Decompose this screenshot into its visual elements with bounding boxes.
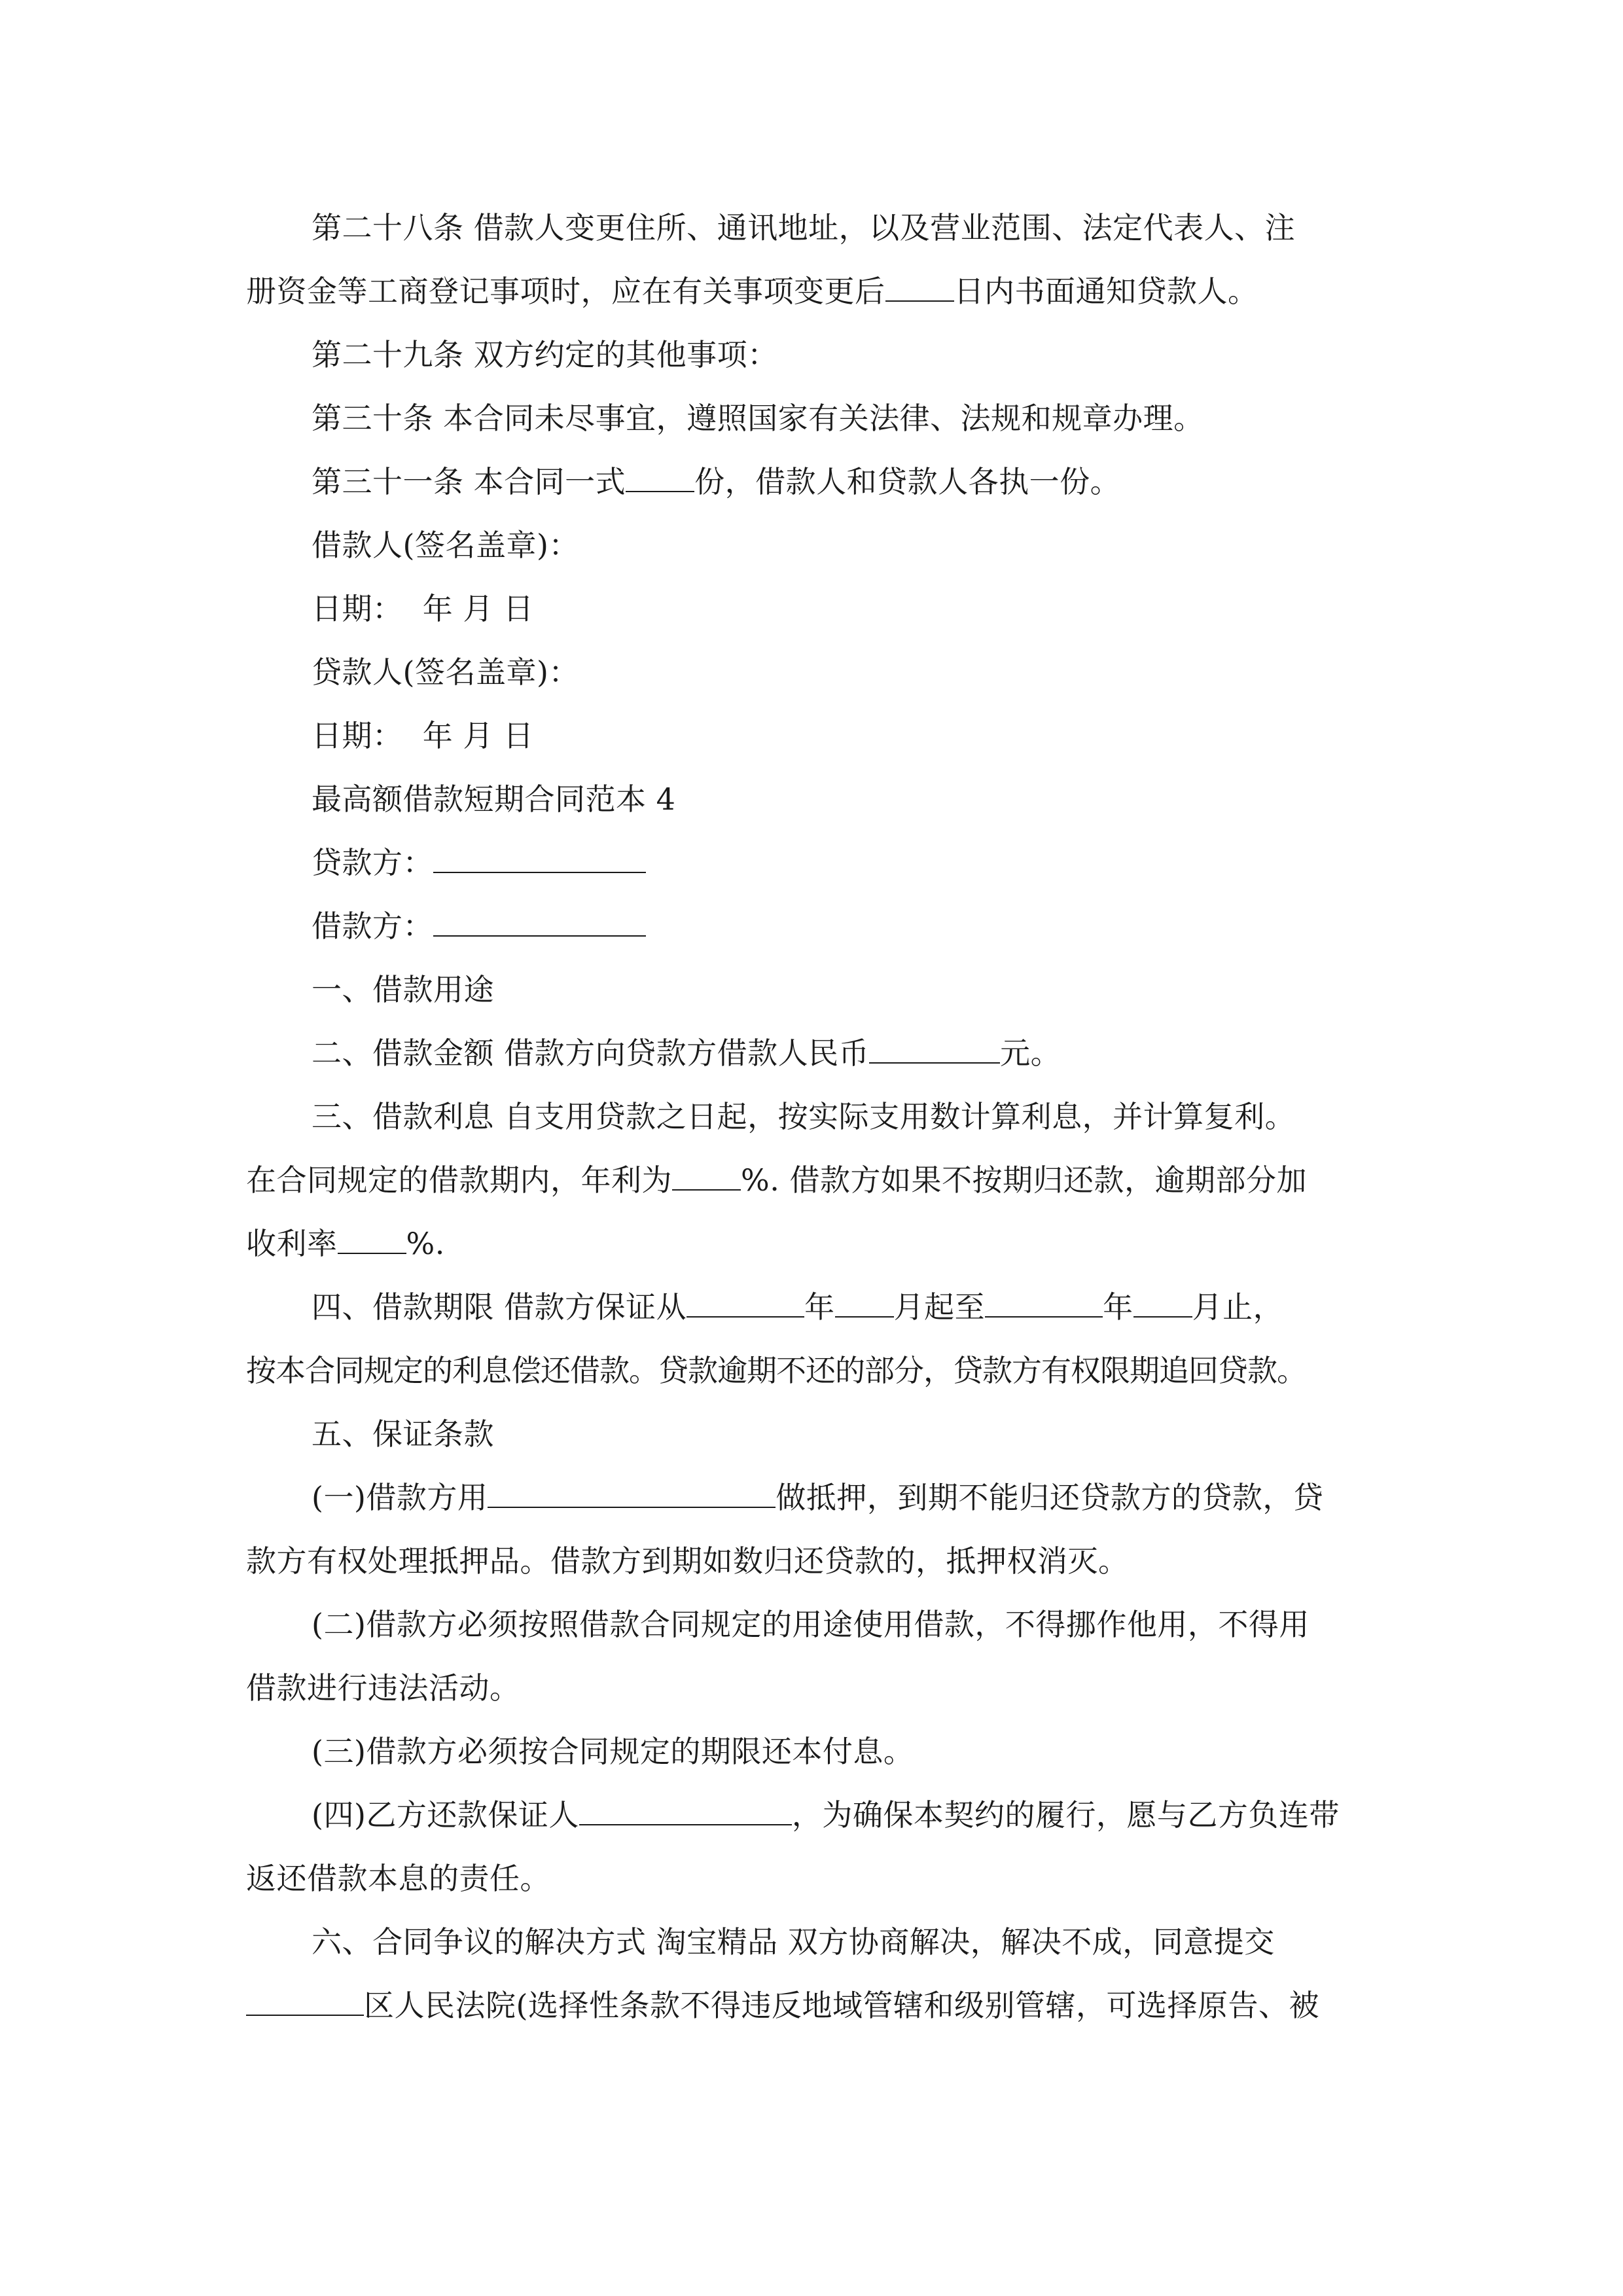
text: 区人民法院(选择性条款不得违反地域管辖和级别管辖，可选择原告、被 (364, 1988, 1319, 2023)
text: %. 借款方如果不按期归还款，逾期部分加 (741, 1162, 1307, 1198)
blank-copies (626, 462, 694, 492)
clause-5-4-line-1 (246, 1784, 1380, 1847)
text: 三、借款利息 自支用贷款之日起，按实际支用数计算利息，并计算复利。 (312, 1099, 1296, 1134)
clause-3-line-1 (246, 1085, 1380, 1149)
text: 在合同规定的借款期内，年利为 (246, 1162, 672, 1198)
text: 第三十一条 本合同一式 (312, 464, 626, 499)
text: 最高额借款短期合同范本 4 (312, 781, 676, 817)
text: (三)借款方必须按合同规定的期限还本付息。 (312, 1734, 914, 1769)
blank-start-month (835, 1287, 894, 1318)
text: 元。 (1000, 1035, 1061, 1071)
blank-days (885, 272, 954, 302)
blank-start-year (687, 1287, 804, 1318)
text: 二、借款金额 借款方向贷款方借款人民币 (312, 1035, 870, 1071)
text: 返还借款本息的责任。 (246, 1861, 550, 1896)
clause-5-2-line-2 (246, 1657, 1380, 1720)
clause-3-line-3 (246, 1212, 1380, 1276)
blank-end-year (985, 1287, 1103, 1318)
text: 第三十条 本合同未尽事宜，遵照国家有关法律、法规和规章办理。 (312, 401, 1204, 436)
article-28-line-1 (246, 196, 1380, 260)
text: 六、合同争议的解决方式 淘宝精品 双方协商解决，解决不成，同意提交 (312, 1924, 1275, 1960)
lender-date (246, 704, 1380, 768)
text: 款方有权处理抵押品。借款方到期如数归还贷款的，抵押权消灭。 (246, 1543, 1129, 1579)
text: 日内书面通知贷款人。 (954, 274, 1258, 309)
clause-5-1-line-2 (246, 1530, 1380, 1593)
clause-1 (246, 958, 1380, 1022)
text: ，为确保本契约的履行，愿与乙方负连带 (791, 1797, 1340, 1833)
blank-borrower (433, 906, 646, 937)
article-28-line-2 (246, 260, 1380, 323)
borrower-date (246, 577, 1380, 641)
text: 年 (1103, 1289, 1133, 1325)
text: 借款方： (312, 908, 433, 944)
clause-6-line-1 (246, 1910, 1380, 1974)
section-title (246, 768, 1380, 831)
text: 一、借款用途 (312, 972, 494, 1007)
text: 贷款方： (312, 845, 433, 880)
blank-lender (433, 843, 646, 873)
article-30 (246, 387, 1380, 450)
text: 日期： 年 月 日 (312, 718, 534, 753)
clause-5-1-line-1 (246, 1466, 1380, 1530)
text: 月止， (1192, 1289, 1284, 1325)
blank-amount (869, 1033, 1000, 1064)
text: (二)借款方必须按照借款合同规定的用途使用借款，不得挪作他用，不得用 (312, 1607, 1310, 1642)
text: 月起至 (893, 1289, 986, 1325)
text: (四)乙方还款保证人 (312, 1797, 579, 1833)
clause-6-line-2 (246, 1974, 1380, 2037)
clause-5-2-line-1 (246, 1593, 1380, 1657)
text: 收利率 (246, 1226, 338, 1261)
article-29 (246, 323, 1380, 387)
text: 按本合同规定的利息偿还借款。贷款逾期不还的部分，贷款方有权限期追回贷款。 (246, 1353, 1306, 1388)
text: 做抵押，到期不能归还贷款方的贷款，贷 (776, 1480, 1324, 1515)
blank-overdue-rate (338, 1224, 406, 1254)
clause-5-3 (246, 1720, 1380, 1784)
blank-end-month (1133, 1287, 1192, 1318)
clause-2 (246, 1022, 1380, 1085)
clause-4-line-2 (246, 1339, 1380, 1403)
text: 第二十九条 双方约定的其他事项： (312, 337, 778, 372)
lender-signature (246, 641, 1380, 704)
text: 年 (804, 1289, 835, 1325)
text: 册资金等工商登记事项时，应在有关事项变更后 (246, 274, 885, 309)
article-31 (246, 450, 1380, 514)
text: 借款人(签名盖章)： (312, 528, 579, 563)
text: 份，借款人和贷款人各执一份。 (694, 464, 1121, 499)
clause-4-line-1 (246, 1276, 1380, 1339)
clause-3-line-2 (246, 1149, 1380, 1212)
text: 贷款人(签名盖章)： (312, 655, 579, 690)
blank-court (246, 1986, 364, 2016)
clause-5-4-line-2 (246, 1847, 1380, 1910)
borrower-party (246, 895, 1380, 958)
text: (一)借款方用 (312, 1480, 488, 1515)
text: %. (406, 1226, 445, 1261)
blank-rate (672, 1160, 741, 1191)
text: 四、借款期限 借款方保证从 (312, 1289, 687, 1325)
blank-collateral (488, 1478, 776, 1508)
blank-guarantor (579, 1795, 792, 1825)
borrower-signature (246, 514, 1380, 577)
clause-5 (246, 1403, 1380, 1466)
lender-party (246, 831, 1380, 895)
text: 第二十八条 借款人变更住所、通讯地址，以及营业范围、法定代表人、注 (312, 210, 1296, 245)
text: 五、保证条款 (312, 1416, 494, 1452)
text: 日期： 年 月 日 (312, 591, 534, 626)
document-body (246, 196, 1380, 2037)
text: 借款进行违法活动。 (246, 1670, 520, 1706)
